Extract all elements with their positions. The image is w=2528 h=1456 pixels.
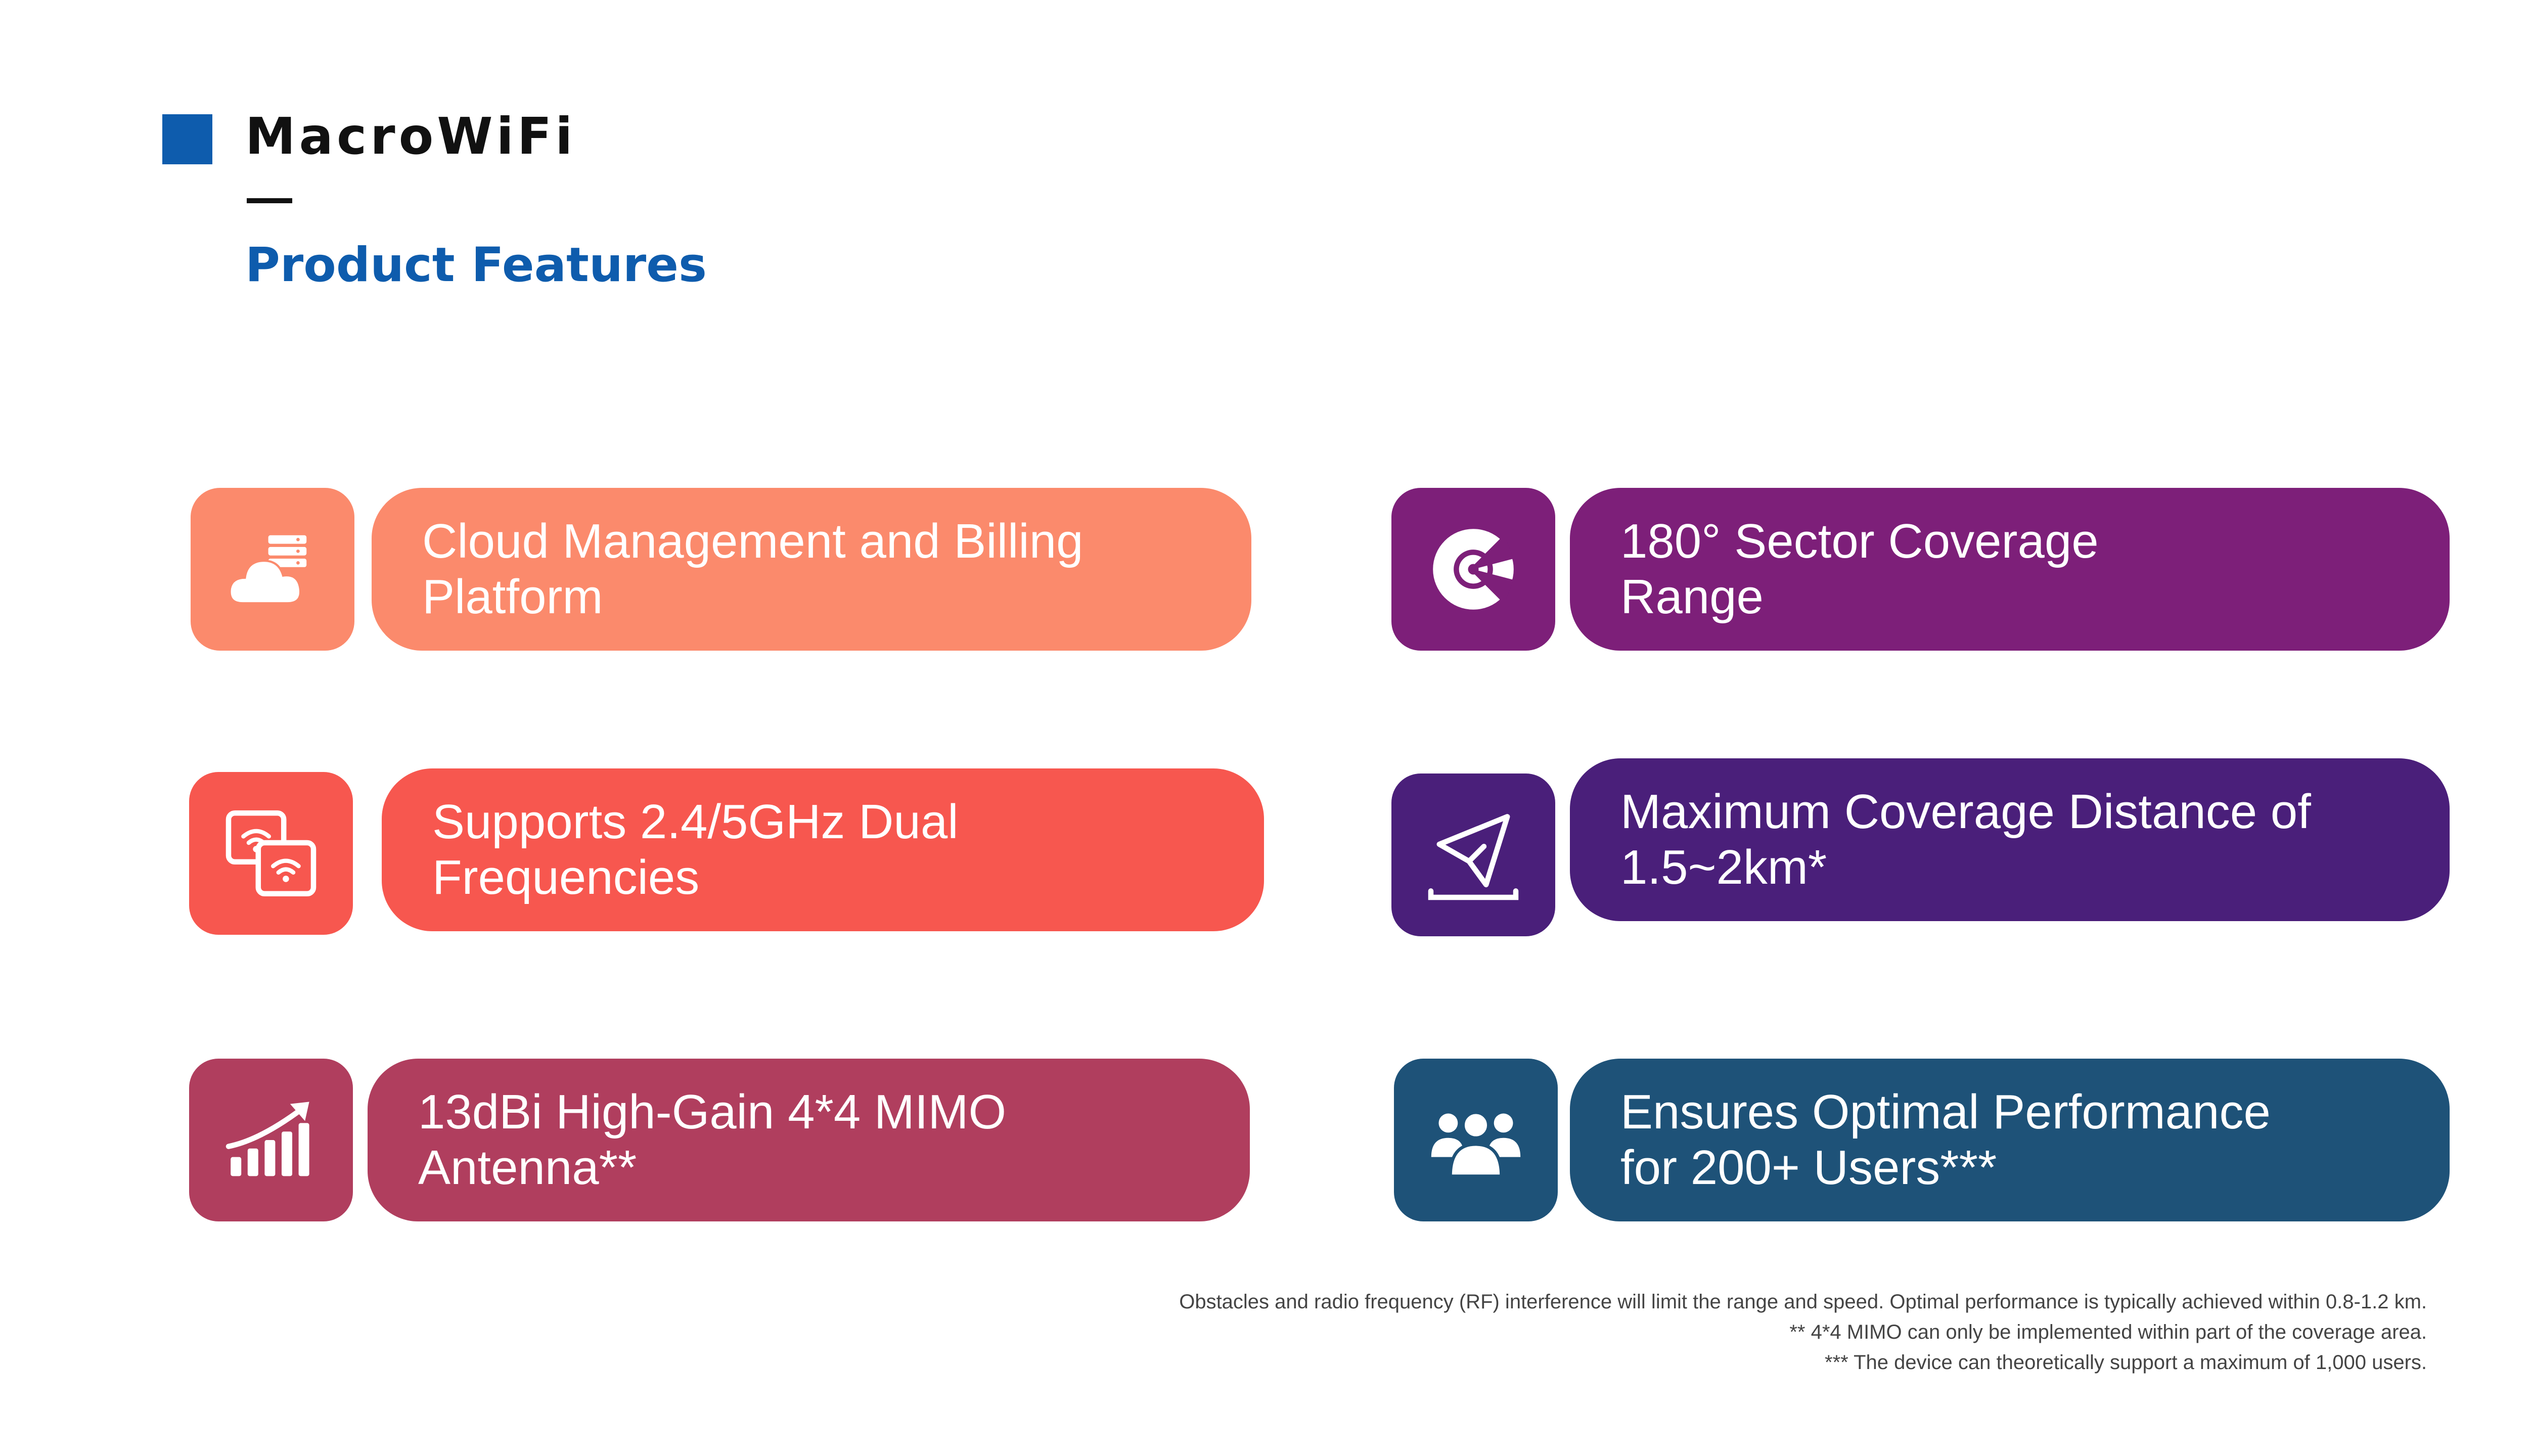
feature-label: Cloud Management and Billing Platform xyxy=(422,514,1084,624)
footnote-users: *** The device can theoretically support a maximum of 1,000 users. xyxy=(1825,1351,2427,1374)
sector-coverage-icon xyxy=(1391,488,1555,651)
footnote-mimo: ** 4*4 MIMO can only be implemented within part of the coverage area. xyxy=(1789,1321,2427,1343)
brand-logo-square xyxy=(162,114,212,164)
footnote-range: Obstacles and radio frequency (RF) interference will limit the range and speed. Optimal performance is typically achieved within 0.8-1.2 km. xyxy=(1179,1291,2427,1313)
feature-card-distance xyxy=(1570,758,2450,921)
dual-wifi-icon xyxy=(189,772,353,935)
feature-card-users xyxy=(1570,1059,2450,1221)
feature-card-cloud xyxy=(372,488,1251,651)
brand-title: MacroWiFi xyxy=(245,107,576,166)
title-divider xyxy=(247,198,292,203)
feature-label: Supports 2.4/5GHz Dual Frequencies xyxy=(432,795,959,904)
feature-card-antenna xyxy=(368,1059,1250,1221)
feature-label: 13dBi High-Gain 4*4 MIMO Antenna** xyxy=(418,1085,1007,1195)
send-distance-icon xyxy=(1391,774,1555,936)
users-group-icon xyxy=(1394,1059,1558,1221)
footnotes xyxy=(860,1287,2427,1378)
signal-bars-icon xyxy=(189,1059,353,1221)
feature-label: 180° Sector Coverage Range xyxy=(1620,514,2099,624)
feature-card-dual-frequency xyxy=(382,768,1264,931)
feature-label: Maximum Coverage Distance of 1.5~2km* xyxy=(1620,785,2311,894)
feature-label: Ensures Optimal Performance for 200+ Users*** xyxy=(1620,1085,2271,1195)
feature-card-sector-coverage xyxy=(1570,488,2450,651)
cloud-server-icon xyxy=(191,488,354,651)
page-subtitle: Product Features xyxy=(245,238,707,293)
